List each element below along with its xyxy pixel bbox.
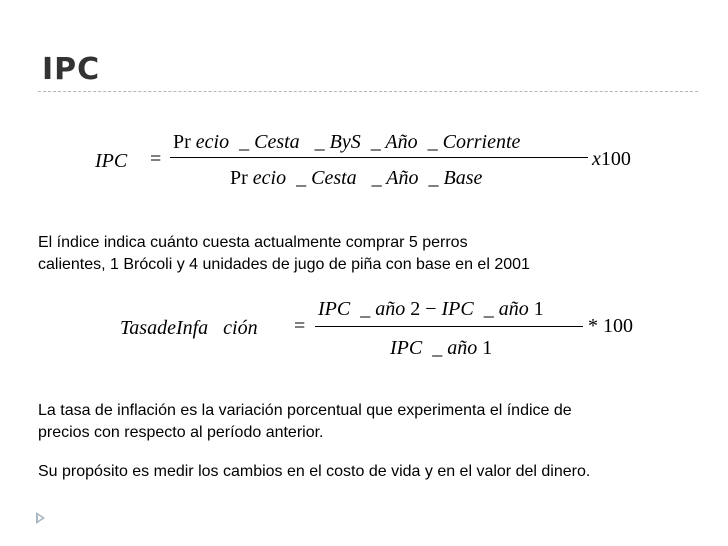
tasa-lhs: TasadeInfa ción	[120, 317, 258, 339]
ipc-den-pr: Pr	[230, 167, 248, 189]
ipc-num-text: ecio _ Cesta _ ByS _ Año _ Corriente	[195, 131, 521, 153]
triangle-bullet-icon	[36, 512, 45, 524]
ipc-factor	[592, 148, 631, 171]
tasa-minus: −	[425, 298, 437, 320]
paragraph-inflation-definition	[38, 400, 572, 444]
ipc-numerator	[173, 131, 520, 154]
ipc-denominator	[230, 167, 482, 190]
paragraph-line: El índice indica cuánto cuesta actualmente comprar 5 perros	[38, 234, 468, 251]
paragraph-purpose	[38, 461, 590, 483]
tasa-factor: * 100	[588, 315, 633, 337]
tasa-numerator	[318, 298, 544, 321]
ipc-equals: =	[150, 148, 162, 170]
tasa-den-1: 1	[482, 337, 493, 359]
tasa-den-a: IPC _ año	[390, 337, 478, 359]
tasa-num-b1: 1	[533, 298, 544, 320]
paragraph-line: La tasa de inflación es la variación porcentual que experimenta el índice de	[38, 402, 572, 419]
slide-title: IPC	[42, 52, 101, 87]
ipc-lhs: IPC	[95, 150, 128, 172]
tasa-equals: =	[294, 315, 306, 337]
title-divider	[38, 91, 698, 92]
ipc-num-pr: Pr	[173, 131, 191, 153]
tasa-num-b: IPC _ año	[441, 298, 529, 320]
ipc-den-text: ecio _ Cesta _ Año _ Base	[252, 167, 483, 189]
ipc-factor-num: 100	[600, 148, 631, 170]
paragraph-line: precios con respecto al período anterior.	[38, 424, 324, 441]
ipc-factor-x: x	[592, 148, 601, 170]
paragraph-line: Su propósito es medir los cambios en el costo de vida y en el valor del dinero.	[38, 463, 591, 480]
tasa-fraction-bar	[315, 326, 583, 327]
tasa-num-a: IPC _ año	[318, 298, 406, 320]
tasa-num-a2: 2	[410, 298, 421, 320]
tasa-denominator	[390, 337, 492, 360]
paragraph-line: calientes, 1 Brócoli y 4 unidades de jugo de piña con base en el 2001	[38, 256, 530, 273]
paragraph-ipc-description	[38, 232, 530, 276]
ipc-fraction-bar	[170, 157, 588, 158]
